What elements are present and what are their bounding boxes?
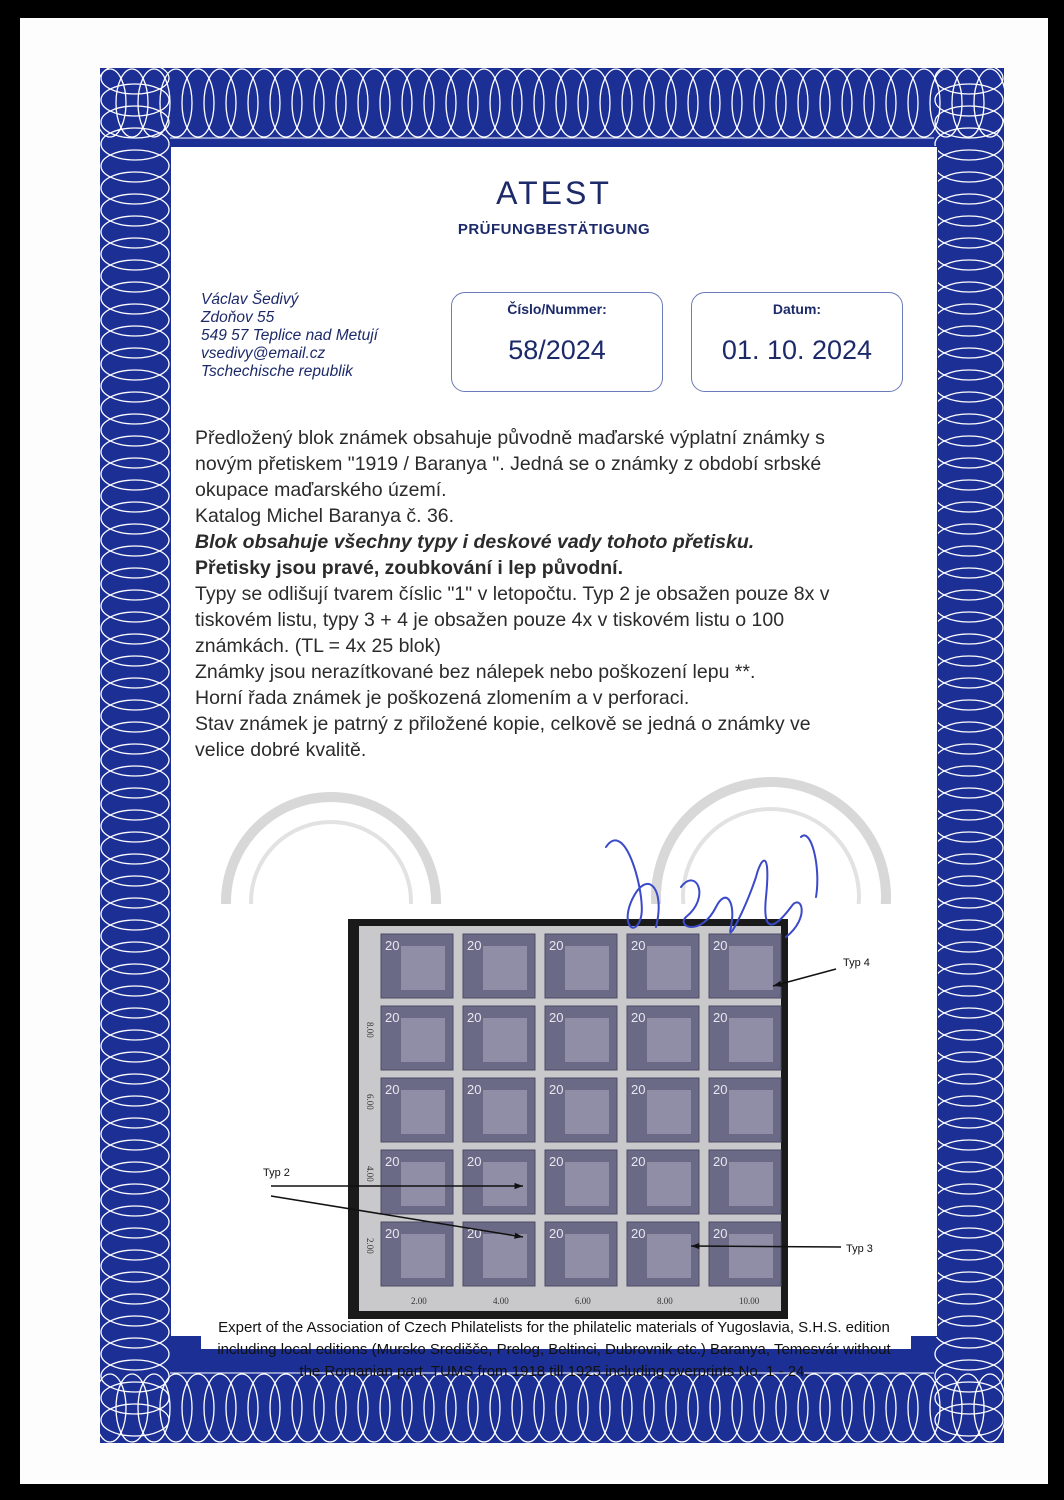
type-label: Typ 4 <box>843 957 870 969</box>
footer-line: the Romanian part. TUMS from 1918 till 1925 including overprints No. 1 - 24. <box>299 1363 809 1380</box>
stamp-value: 20 <box>385 1082 400 1097</box>
number-label: Číslo/Nummer: <box>507 301 607 317</box>
stamp <box>381 1150 453 1214</box>
margin-number: 8.00 <box>657 1296 673 1306</box>
margin-number: 2.00 <box>365 1238 375 1254</box>
stamp-value: 20 <box>385 1154 400 1169</box>
handwritten-signature <box>586 807 856 957</box>
stamp-value: 20 <box>467 1226 482 1241</box>
stamp-value: 20 <box>631 1154 646 1169</box>
stamp-value: 20 <box>549 1154 564 1169</box>
stamp-value: 20 <box>549 1226 564 1241</box>
margin-number: 6.00 <box>365 1094 375 1110</box>
body-line: Stav známek je patrný z přiložené kopie, celkově se jedná o známky ve <box>195 713 811 735</box>
stamp <box>709 1006 781 1070</box>
stamp <box>381 934 453 998</box>
issuer-address <box>201 291 378 381</box>
certificate-date-box <box>691 292 903 392</box>
stamp-value: 20 <box>631 1226 646 1241</box>
stamp <box>709 1078 781 1142</box>
stamp <box>545 1078 617 1142</box>
stamp-value: 20 <box>467 1154 482 1169</box>
certificate-number-box <box>451 292 663 392</box>
body-line: Známky jsou nerazítkované bez nálepek nebo poškození lepu **. <box>195 661 756 683</box>
certificate-page <box>20 18 1048 1484</box>
body-line: Předložený blok známek obsahuje původně maďarské výplatní známky s <box>195 427 825 449</box>
certificate-body <box>195 425 915 763</box>
body-line: Horní řada známek je poškozená zlomením a v perforaci. <box>195 687 690 709</box>
stamp <box>709 1150 781 1214</box>
stamp <box>627 1006 699 1070</box>
expert-footer <box>149 1317 959 1383</box>
issuer-country: Tschechische republik <box>201 363 353 380</box>
margin-number: 10.00 <box>739 1296 760 1306</box>
emphasis-line: Blok obsahuje všechny typy i deskové vady tohoto přetisku. <box>195 531 755 553</box>
stamp <box>545 1006 617 1070</box>
certificate-subtitle: PRÜFUNGBESTÄTIGUNG <box>457 221 651 238</box>
stamp <box>545 1150 617 1214</box>
body-line: tiskovém listu, typy 3 + 4 je obsažen pouze 4x v tiskovém listu o 100 <box>195 609 785 631</box>
stamp-value: 20 <box>385 1226 400 1241</box>
pointer-arrow <box>691 1246 841 1247</box>
genuine-statement: Přetisky jsou pravé, zoubkování i lep původní. <box>195 557 624 579</box>
stamp <box>381 1078 453 1142</box>
stamp-value: 20 <box>549 1082 564 1097</box>
stamp-value: 20 <box>549 938 564 953</box>
issuer-city: 549 57 Teplice nad Metují <box>201 327 378 344</box>
stamp <box>709 1222 781 1286</box>
stamp <box>463 1150 535 1214</box>
margin-number: 2.00 <box>411 1296 427 1306</box>
footer-line: Expert of the Association of Czech Philatelists for the philatelic materials of Yugoslavia, S.H.S. edition <box>218 1319 890 1336</box>
type-label: Typ 3 <box>846 1243 873 1255</box>
issuer-email: vsedivy@email.cz <box>201 345 326 362</box>
stamp-value: 20 <box>713 1154 728 1169</box>
stamp-value: 20 <box>467 938 482 953</box>
body-line: novým přetiskem "1919 / Baranya ". Jedná se o známky z období srbské <box>195 453 822 475</box>
body-line: okupace maďarského území. <box>195 479 447 501</box>
stamp-value: 20 <box>631 1082 646 1097</box>
certificate-title: ATEST <box>496 175 612 211</box>
stamp <box>463 1006 535 1070</box>
stamp-value: 20 <box>549 1010 564 1025</box>
stamp <box>463 1078 535 1142</box>
stamp <box>381 1006 453 1070</box>
stamp-value: 20 <box>467 1082 482 1097</box>
date-value: 01. 10. 2024 <box>721 335 873 365</box>
issuer-name: Václav Šedivý <box>201 291 299 308</box>
body-line: známkách. (TL = 4x 25 blok) <box>195 635 441 657</box>
catalog-reference: Katalog Michel Baranya č. 36. <box>195 505 455 527</box>
stamp <box>627 1150 699 1214</box>
number-value: 58/2024 <box>508 335 606 365</box>
stamp-value: 20 <box>385 1010 400 1025</box>
stamp-value: 20 <box>713 1082 728 1097</box>
margin-number: 6.00 <box>575 1296 591 1306</box>
footer-line: including local editions (Mursko Središče, Prelog, Beltinci, Dubrovnik etc.) Baranya, Temesvár without <box>217 1341 891 1358</box>
stamp <box>545 1222 617 1286</box>
date-label: Datum: <box>772 301 822 317</box>
stamp-value: 20 <box>631 1010 646 1025</box>
stamp-value: 20 <box>713 1226 728 1241</box>
certificate-panel <box>170 146 938 1380</box>
issuer-street: Zdoňov 55 <box>201 309 275 326</box>
stamp <box>463 1222 535 1286</box>
stamp-block-photo <box>201 904 911 1349</box>
type-label: Typ 2 <box>263 1167 290 1179</box>
body-line: Typy se odlišují tvarem číslic "1" v letopočtu. Typ 2 je obsažen pouze 8x v <box>195 583 830 605</box>
stamp <box>627 1222 699 1286</box>
margin-number: 8.00 <box>365 1022 375 1038</box>
stamp-value: 20 <box>467 1010 482 1025</box>
stamp <box>627 1078 699 1142</box>
stamp-value: 20 <box>385 938 400 953</box>
margin-number: 4.00 <box>493 1296 509 1306</box>
margin-number: 4.00 <box>365 1166 375 1182</box>
stamp-value: 20 <box>713 938 728 953</box>
stamp <box>381 1222 453 1286</box>
stamp-value: 20 <box>631 938 646 953</box>
body-line: velice dobré kvalitě. <box>195 739 367 761</box>
stamp-value: 20 <box>713 1010 728 1025</box>
stamp <box>463 934 535 998</box>
